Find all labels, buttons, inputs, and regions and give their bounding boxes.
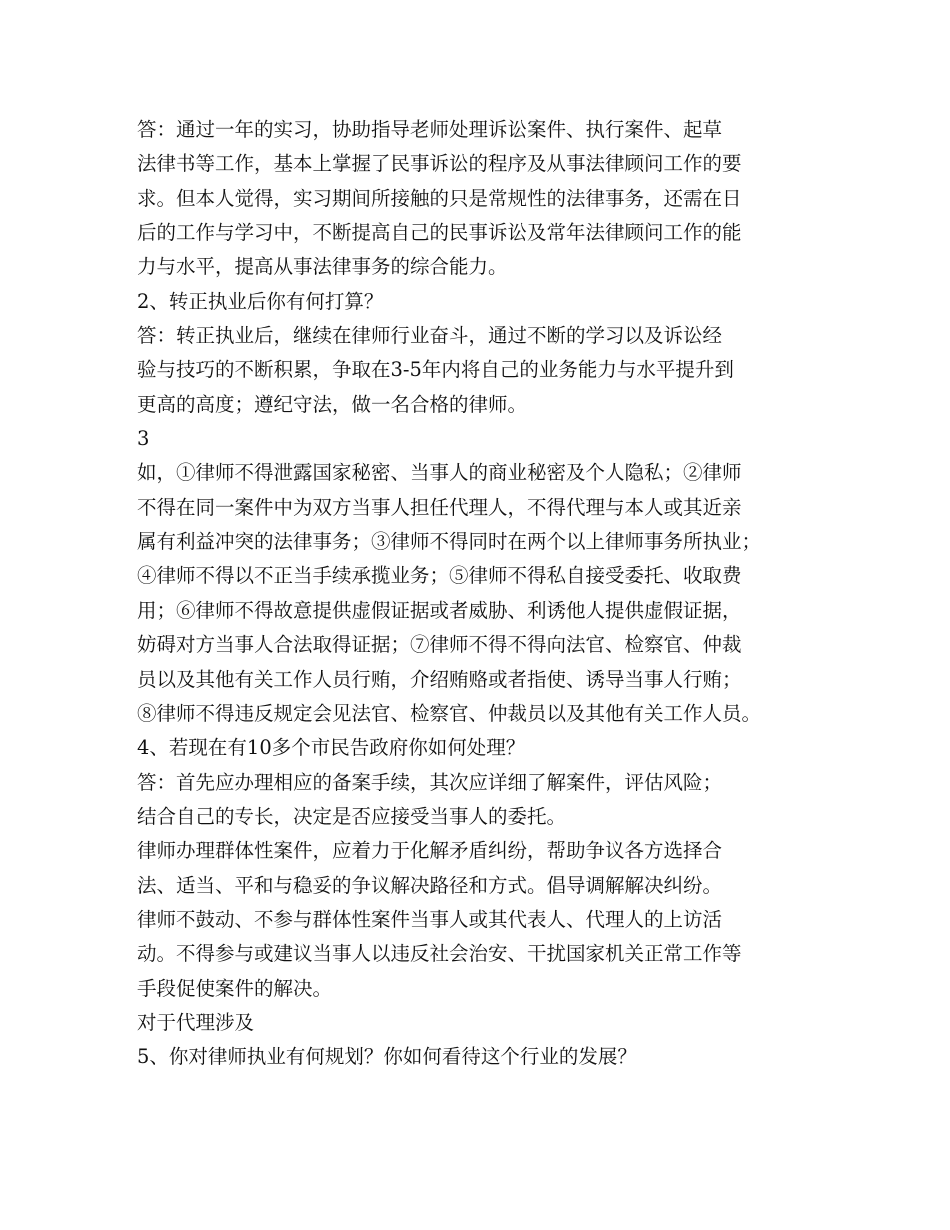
question-heading: 5、你对律师执业有何规划？你如何看待这个行业的发展？ bbox=[137, 1045, 637, 1069]
text-line: ⑧律师不得违反规定会见法官、检察官、仲裁员以及其他有关工作人员。 bbox=[137, 701, 762, 725]
text-line: 律师不鼓动、不参与群体性案件当事人或其代表人、代理人的上访活 bbox=[137, 907, 723, 931]
text-line: 手段促使案件的解决。 bbox=[137, 976, 333, 1000]
text-line: 答：通过一年的实习，协助指导老师处理诉讼案件、执行案件、起草 bbox=[137, 118, 723, 141]
text-line: 对于代理涉及 bbox=[137, 1010, 255, 1034]
text-line: 属有利益冲突的法律事务；③律师不得同时在两个以上律师事务所执业； bbox=[137, 530, 762, 554]
document-body bbox=[137, 113, 837, 1075]
text-line: 答：首先应办理相应的备案手续，其次应详细了解案件，评估风险； bbox=[137, 770, 723, 794]
text-line: ④律师不得以不正当手续承揽业务；⑤律师不得私自接受委托、收取费 bbox=[137, 564, 742, 588]
text-line: 求。但本人觉得，实习期间所接触的只是常规性的法律事务，还需在日 bbox=[137, 186, 742, 210]
text-line: 更高的高度；遵纪守法，做一名合格的律师。 bbox=[137, 392, 528, 416]
text-line: 律师办理群体性案件，应着力于化解矛盾纠纷，帮助争议各方选择合 bbox=[137, 839, 723, 863]
text-line: 验与技巧的不断积累，争取在3-5年内将自己的业务能力与水平提升到 bbox=[137, 358, 734, 382]
text-line: 员以及其他有关工作人员行贿，介绍贿赂或者指使、诱导当事人行贿； bbox=[137, 667, 742, 691]
text-line: 不得在同一案件中为双方当事人担任代理人，不得代理与本人或其近亲 bbox=[137, 495, 742, 519]
text-line: 后的工作与学习中，不断提高自己的民事诉讼及常年法律顾问工作的能 bbox=[137, 221, 742, 245]
text-line: 妨碍对方当事人合法取得证据；⑦律师不得不得向法官、检察官、仲裁 bbox=[137, 633, 742, 657]
text-line: 法律书等工作，基本上掌握了民事诉讼的程序及从事法律顾问工作的要 bbox=[137, 152, 742, 176]
question-heading: 3 bbox=[137, 427, 150, 451]
text-line: 法、适当、平和与稳妥的争议解决路径和方式。倡导调解解决纠纷。 bbox=[137, 873, 723, 897]
text-line: 力与水平，提高从事法律事务的综合能力。 bbox=[137, 255, 508, 279]
text-line: 用；⑥律师不得故意提供虚假证据或者威胁、利诱他人提供虚假证据， bbox=[137, 598, 742, 622]
text-line: 动。不得参与或建议当事人以违反社会治安、干扰国家机关正常工作等 bbox=[137, 942, 742, 966]
text-line: 结合自己的专长，决定是否应接受当事人的委托。 bbox=[137, 804, 567, 828]
question-heading: 2、转正执业后你有何打算？ bbox=[137, 289, 384, 313]
text-line: 如，①律师不得泄露国家秘密、当事人的商业秘密及个人隐私；②律师 bbox=[137, 461, 742, 485]
question-heading: 4、若现在有10多个市民告政府你如何处理？ bbox=[137, 736, 526, 760]
text-line: 答：转正执业后，继续在律师行业奋斗，通过不断的学习以及诉讼经 bbox=[137, 324, 723, 348]
